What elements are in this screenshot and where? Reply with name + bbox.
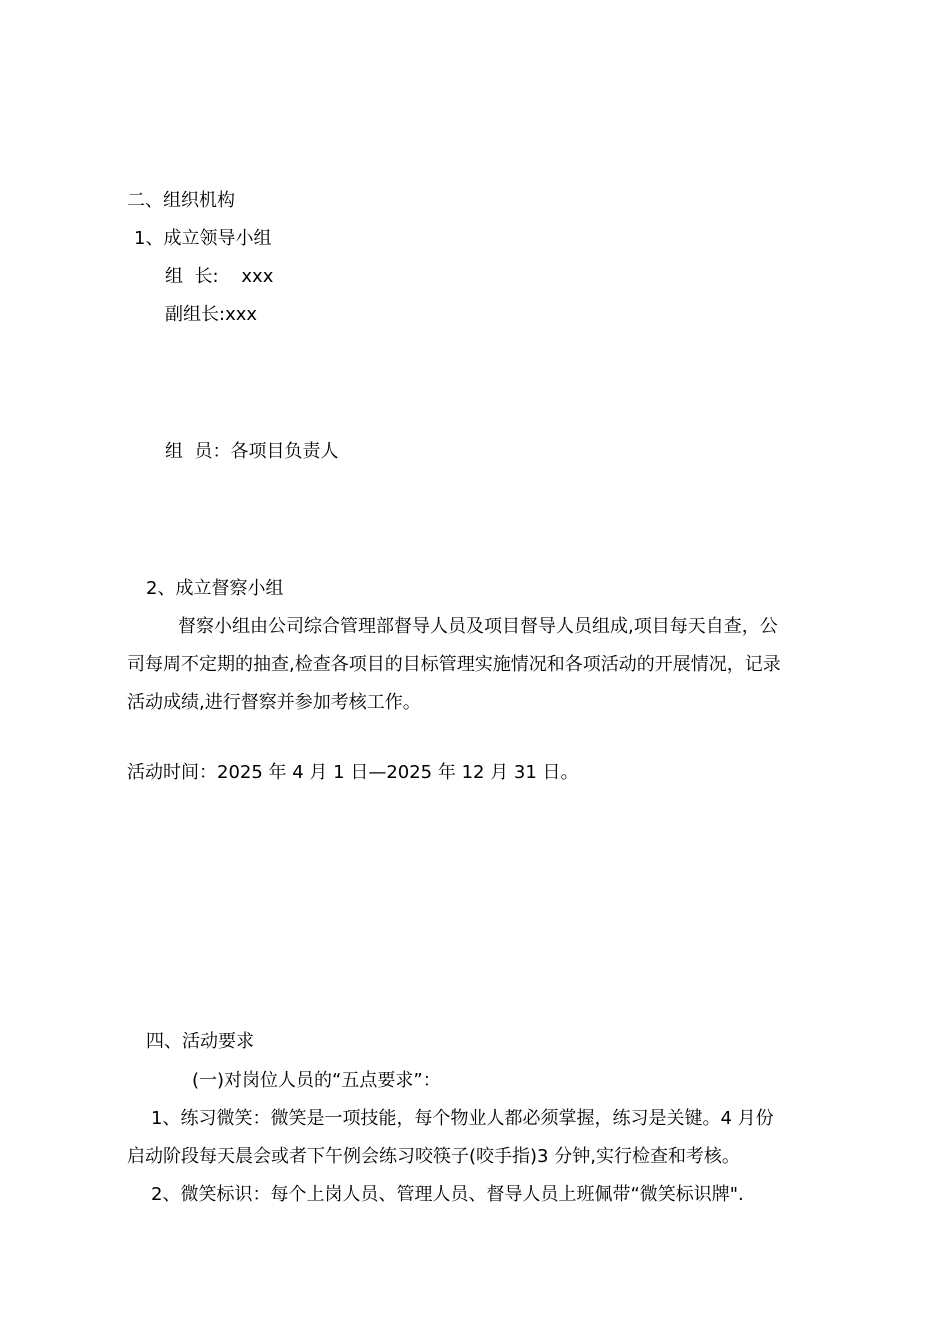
activity-time: 活动时间：2025 年 4 月 1 日—2025 年 12 月 31 日。 <box>127 762 579 783</box>
paragraph-line-2: 司每周不定期的抽查,检查各项目的目标管理实施情况和各项活动的开展情况，记录 <box>127 654 781 675</box>
subheading-five-requirements: (一)对岗位人员的“五点要求”： <box>192 1070 441 1091</box>
paragraph-line-1: 督察小组由公司综合管理部督导人员及项目督导人员组成,项目每天自查，公 <box>178 616 778 637</box>
subheading-leadership-group: 1、成立领导小组 <box>134 228 272 249</box>
section-heading-organization: 二、组织机构 <box>127 190 235 211</box>
deputy-leader-line: 副组长:xxx <box>165 304 258 325</box>
item-2: 2、微笑标识：每个上岗人员、管理人员、督导人员上班佩带“微笑标识牌". <box>151 1184 744 1205</box>
item-1-line-1: 1、练习微笑：微笑是一项技能，每个物业人都必须掌握，练习是关键。4 月份 <box>151 1108 774 1129</box>
members-line: 组 员：各项目负责人 <box>165 441 339 462</box>
item-1-line-2: 启动阶段每天晨会或者下午例会练习咬筷子(咬手指)3 分钟,实行检查和考核。 <box>127 1146 740 1167</box>
subheading-supervision-group: 2、成立督察小组 <box>146 578 284 599</box>
leader-line: 组 长: xxx <box>165 266 274 287</box>
paragraph-line-3: 活动成绩,进行督察并参加考核工作。 <box>127 692 421 713</box>
section-heading-requirements: 四、活动要求 <box>146 1031 254 1052</box>
